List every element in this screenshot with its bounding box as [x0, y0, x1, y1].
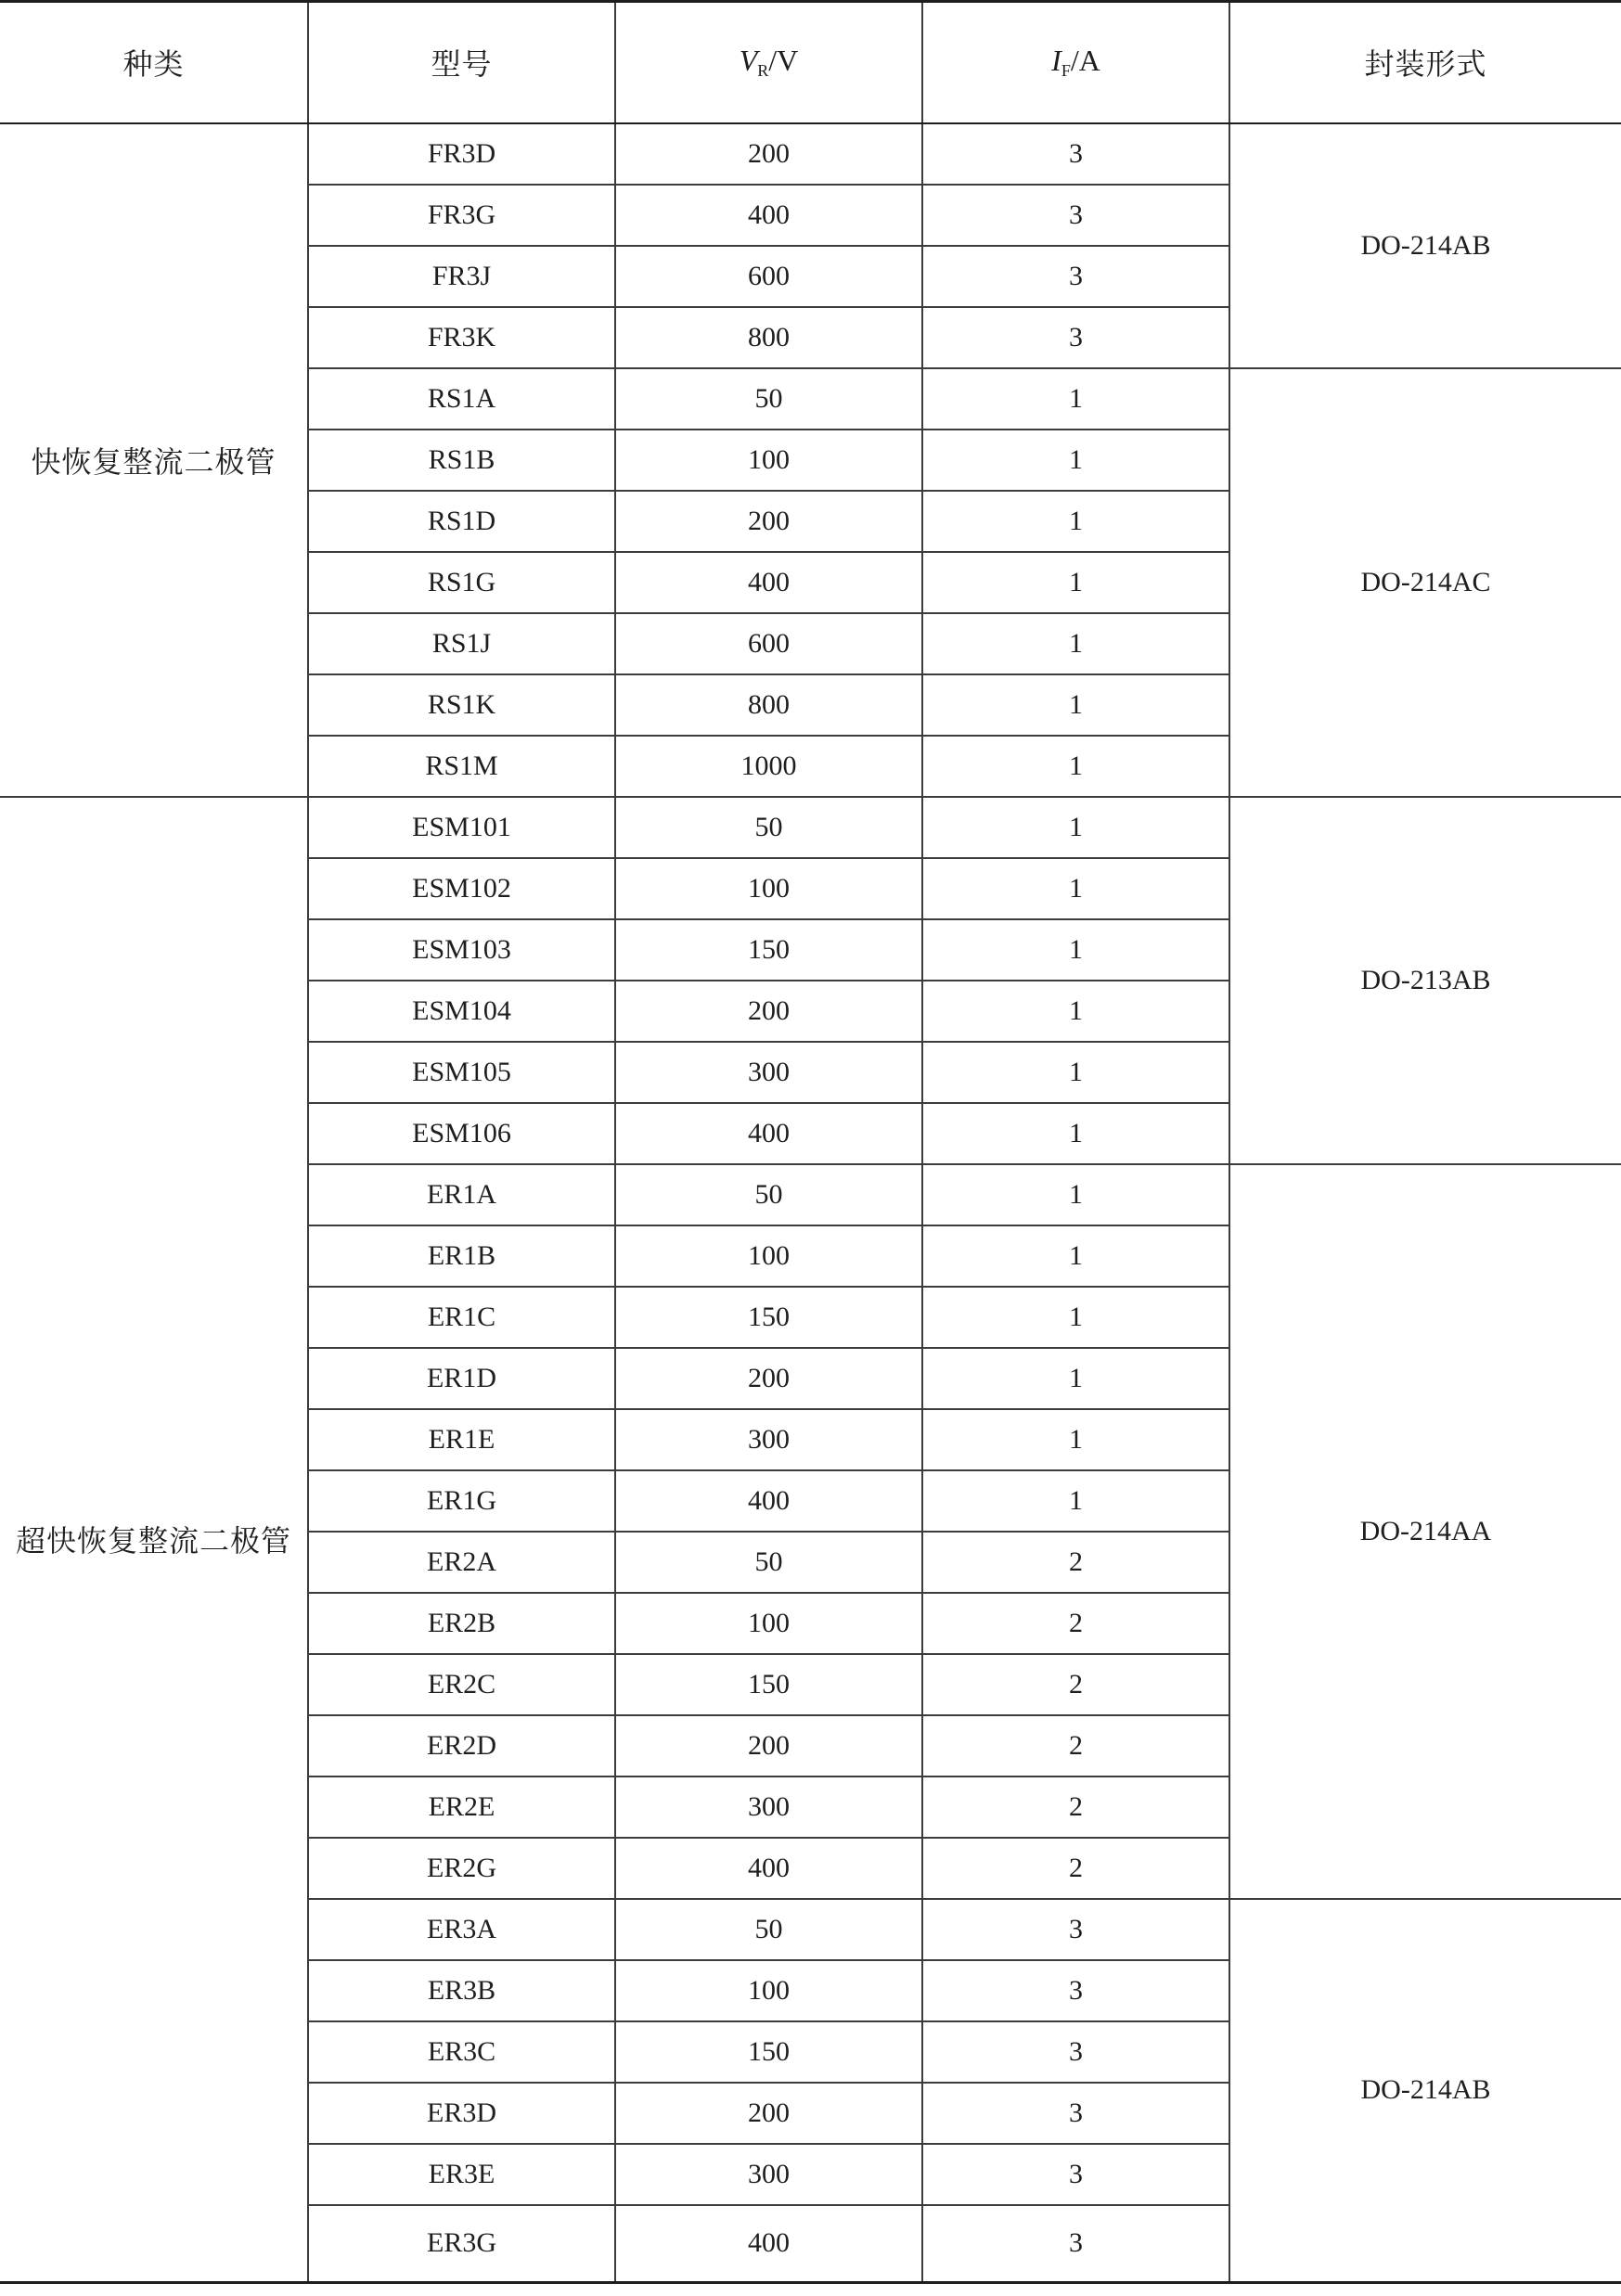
cell-package: DO-214AB — [1229, 123, 1621, 368]
cell-reverse-voltage: 300 — [615, 2144, 922, 2205]
cell-model: RS1A — [308, 368, 615, 430]
cell-reverse-voltage: 300 — [615, 1777, 922, 1838]
cell-reverse-voltage: 400 — [615, 552, 922, 613]
cell-model: ESM103 — [308, 919, 615, 981]
cell-model: ER2C — [308, 1654, 615, 1715]
cell-model: RS1D — [308, 491, 615, 552]
cell-reverse-voltage: 200 — [615, 2083, 922, 2144]
cell-forward-current: 1 — [922, 613, 1229, 674]
cell-model: ER3B — [308, 1960, 615, 2021]
cell-forward-current: 1 — [922, 797, 1229, 858]
cell-forward-current: 1 — [922, 981, 1229, 1042]
cell-reverse-voltage: 200 — [615, 123, 922, 185]
cell-forward-current: 1 — [922, 919, 1229, 981]
cell-forward-current: 1 — [922, 1164, 1229, 1225]
cell-model: ER1E — [308, 1409, 615, 1470]
cell-model: RS1K — [308, 674, 615, 736]
cell-forward-current: 1 — [922, 368, 1229, 430]
cell-forward-current: 3 — [922, 246, 1229, 307]
cell-forward-current: 1 — [922, 858, 1229, 919]
cell-reverse-voltage: 200 — [615, 491, 922, 552]
if-unit: /A — [1070, 44, 1100, 78]
cell-model: ER2E — [308, 1777, 615, 1838]
cell-reverse-voltage: 200 — [615, 981, 922, 1042]
header-row — [0, 2, 1621, 123]
cell-model: FR3J — [308, 246, 615, 307]
cell-model: ER3A — [308, 1899, 615, 1960]
if-subscript: F — [1061, 61, 1071, 81]
cell-model: ER2D — [308, 1715, 615, 1777]
cell-reverse-voltage: 100 — [615, 1593, 922, 1654]
cell-forward-current: 3 — [922, 2144, 1229, 2205]
cell-model: ER2A — [308, 1532, 615, 1593]
cell-model: ER1A — [308, 1164, 615, 1225]
cell-reverse-voltage: 150 — [615, 1654, 922, 1715]
cell-reverse-voltage: 400 — [615, 1470, 922, 1532]
cell-forward-current: 2 — [922, 1777, 1229, 1838]
cell-reverse-voltage: 300 — [615, 1042, 922, 1103]
cell-reverse-voltage: 100 — [615, 858, 922, 919]
cell-reverse-voltage: 200 — [615, 1715, 922, 1777]
cell-reverse-voltage: 300 — [615, 1409, 922, 1470]
cell-model: FR3K — [308, 307, 615, 368]
cell-model: ER1C — [308, 1287, 615, 1348]
table-body — [0, 123, 1621, 2283]
cell-forward-current: 1 — [922, 552, 1229, 613]
cell-model: ER3C — [308, 2021, 615, 2083]
cell-forward-current: 1 — [922, 1103, 1229, 1164]
cell-package: DO-213AB — [1229, 797, 1621, 1164]
header-package: 封装形式 — [1229, 2, 1621, 123]
cell-forward-current: 1 — [922, 674, 1229, 736]
cell-reverse-voltage: 400 — [615, 2205, 922, 2283]
header-type: 种类 — [0, 2, 308, 123]
cell-model: ER2B — [308, 1593, 615, 1654]
if-symbol: I — [1051, 44, 1061, 78]
cell-model: ER3D — [308, 2083, 615, 2144]
cell-reverse-voltage: 50 — [615, 1532, 922, 1593]
cell-model: ESM104 — [308, 981, 615, 1042]
cell-model: ER1G — [308, 1470, 615, 1532]
cell-forward-current: 3 — [922, 123, 1229, 185]
cell-model: RS1J — [308, 613, 615, 674]
table-row — [0, 797, 1621, 858]
cell-forward-current: 3 — [922, 185, 1229, 246]
cell-reverse-voltage: 150 — [615, 1287, 922, 1348]
cell-model: RS1G — [308, 552, 615, 613]
cell-reverse-voltage: 800 — [615, 307, 922, 368]
cell-forward-current: 3 — [922, 1960, 1229, 2021]
cell-forward-current: 3 — [922, 2205, 1229, 2283]
cell-reverse-voltage: 150 — [615, 919, 922, 981]
cell-forward-current: 1 — [922, 491, 1229, 552]
cell-forward-current: 1 — [922, 1348, 1229, 1409]
cell-model: FR3G — [308, 185, 615, 246]
cell-reverse-voltage: 100 — [615, 1225, 922, 1287]
cell-forward-current: 1 — [922, 1470, 1229, 1532]
cell-model: ER3E — [308, 2144, 615, 2205]
cell-reverse-voltage: 150 — [615, 2021, 922, 2083]
cell-reverse-voltage: 400 — [615, 185, 922, 246]
cell-model: ER3G — [308, 2205, 615, 2283]
cell-forward-current: 1 — [922, 1409, 1229, 1470]
header-reverse-voltage — [615, 2, 922, 123]
cell-reverse-voltage: 50 — [615, 368, 922, 430]
cell-forward-current: 3 — [922, 1899, 1229, 1960]
cell-reverse-voltage: 600 — [615, 246, 922, 307]
cell-type: 超快恢复整流二极管 — [0, 797, 308, 2283]
cell-forward-current: 1 — [922, 1287, 1229, 1348]
cell-forward-current: 2 — [922, 1715, 1229, 1777]
cell-model: ER1B — [308, 1225, 615, 1287]
cell-reverse-voltage: 50 — [615, 797, 922, 858]
cell-model: ER1D — [308, 1348, 615, 1409]
cell-package: DO-214AC — [1229, 368, 1621, 797]
cell-forward-current: 2 — [922, 1593, 1229, 1654]
header-model: 型号 — [308, 2, 615, 123]
cell-reverse-voltage: 400 — [615, 1103, 922, 1164]
cell-forward-current: 1 — [922, 1225, 1229, 1287]
cell-forward-current: 3 — [922, 307, 1229, 368]
cell-reverse-voltage: 50 — [615, 1164, 922, 1225]
cell-forward-current: 2 — [922, 1654, 1229, 1715]
cell-reverse-voltage: 800 — [615, 674, 922, 736]
vr-symbol: V — [739, 44, 758, 78]
table-row — [0, 123, 1621, 185]
cell-model: ESM101 — [308, 797, 615, 858]
cell-model: ER2G — [308, 1838, 615, 1899]
cell-reverse-voltage: 200 — [615, 1348, 922, 1409]
cell-reverse-voltage: 1000 — [615, 736, 922, 797]
cell-forward-current: 1 — [922, 1042, 1229, 1103]
cell-model: FR3D — [308, 123, 615, 185]
vr-subscript: R — [757, 61, 769, 81]
cell-forward-current: 2 — [922, 1838, 1229, 1899]
cell-package: DO-214AB — [1229, 1899, 1621, 2283]
cell-model: RS1B — [308, 430, 615, 491]
cell-forward-current: 2 — [922, 1532, 1229, 1593]
cell-reverse-voltage: 600 — [615, 613, 922, 674]
cell-package: DO-214AA — [1229, 1164, 1621, 1899]
cell-reverse-voltage: 100 — [615, 1960, 922, 2021]
header-forward-current — [922, 2, 1229, 123]
cell-reverse-voltage: 400 — [615, 1838, 922, 1899]
cell-forward-current: 1 — [922, 430, 1229, 491]
cell-model: ESM106 — [308, 1103, 615, 1164]
cell-forward-current: 3 — [922, 2021, 1229, 2083]
cell-model: ESM102 — [308, 858, 615, 919]
cell-model: ESM105 — [308, 1042, 615, 1103]
cell-model: RS1M — [308, 736, 615, 797]
cell-type: 快恢复整流二极管 — [0, 123, 308, 797]
table-header — [0, 2, 1621, 123]
cell-forward-current: 1 — [922, 736, 1229, 797]
cell-reverse-voltage: 100 — [615, 430, 922, 491]
cell-forward-current: 3 — [922, 2083, 1229, 2144]
cell-reverse-voltage: 50 — [615, 1899, 922, 1960]
vr-unit: /V — [768, 44, 799, 78]
